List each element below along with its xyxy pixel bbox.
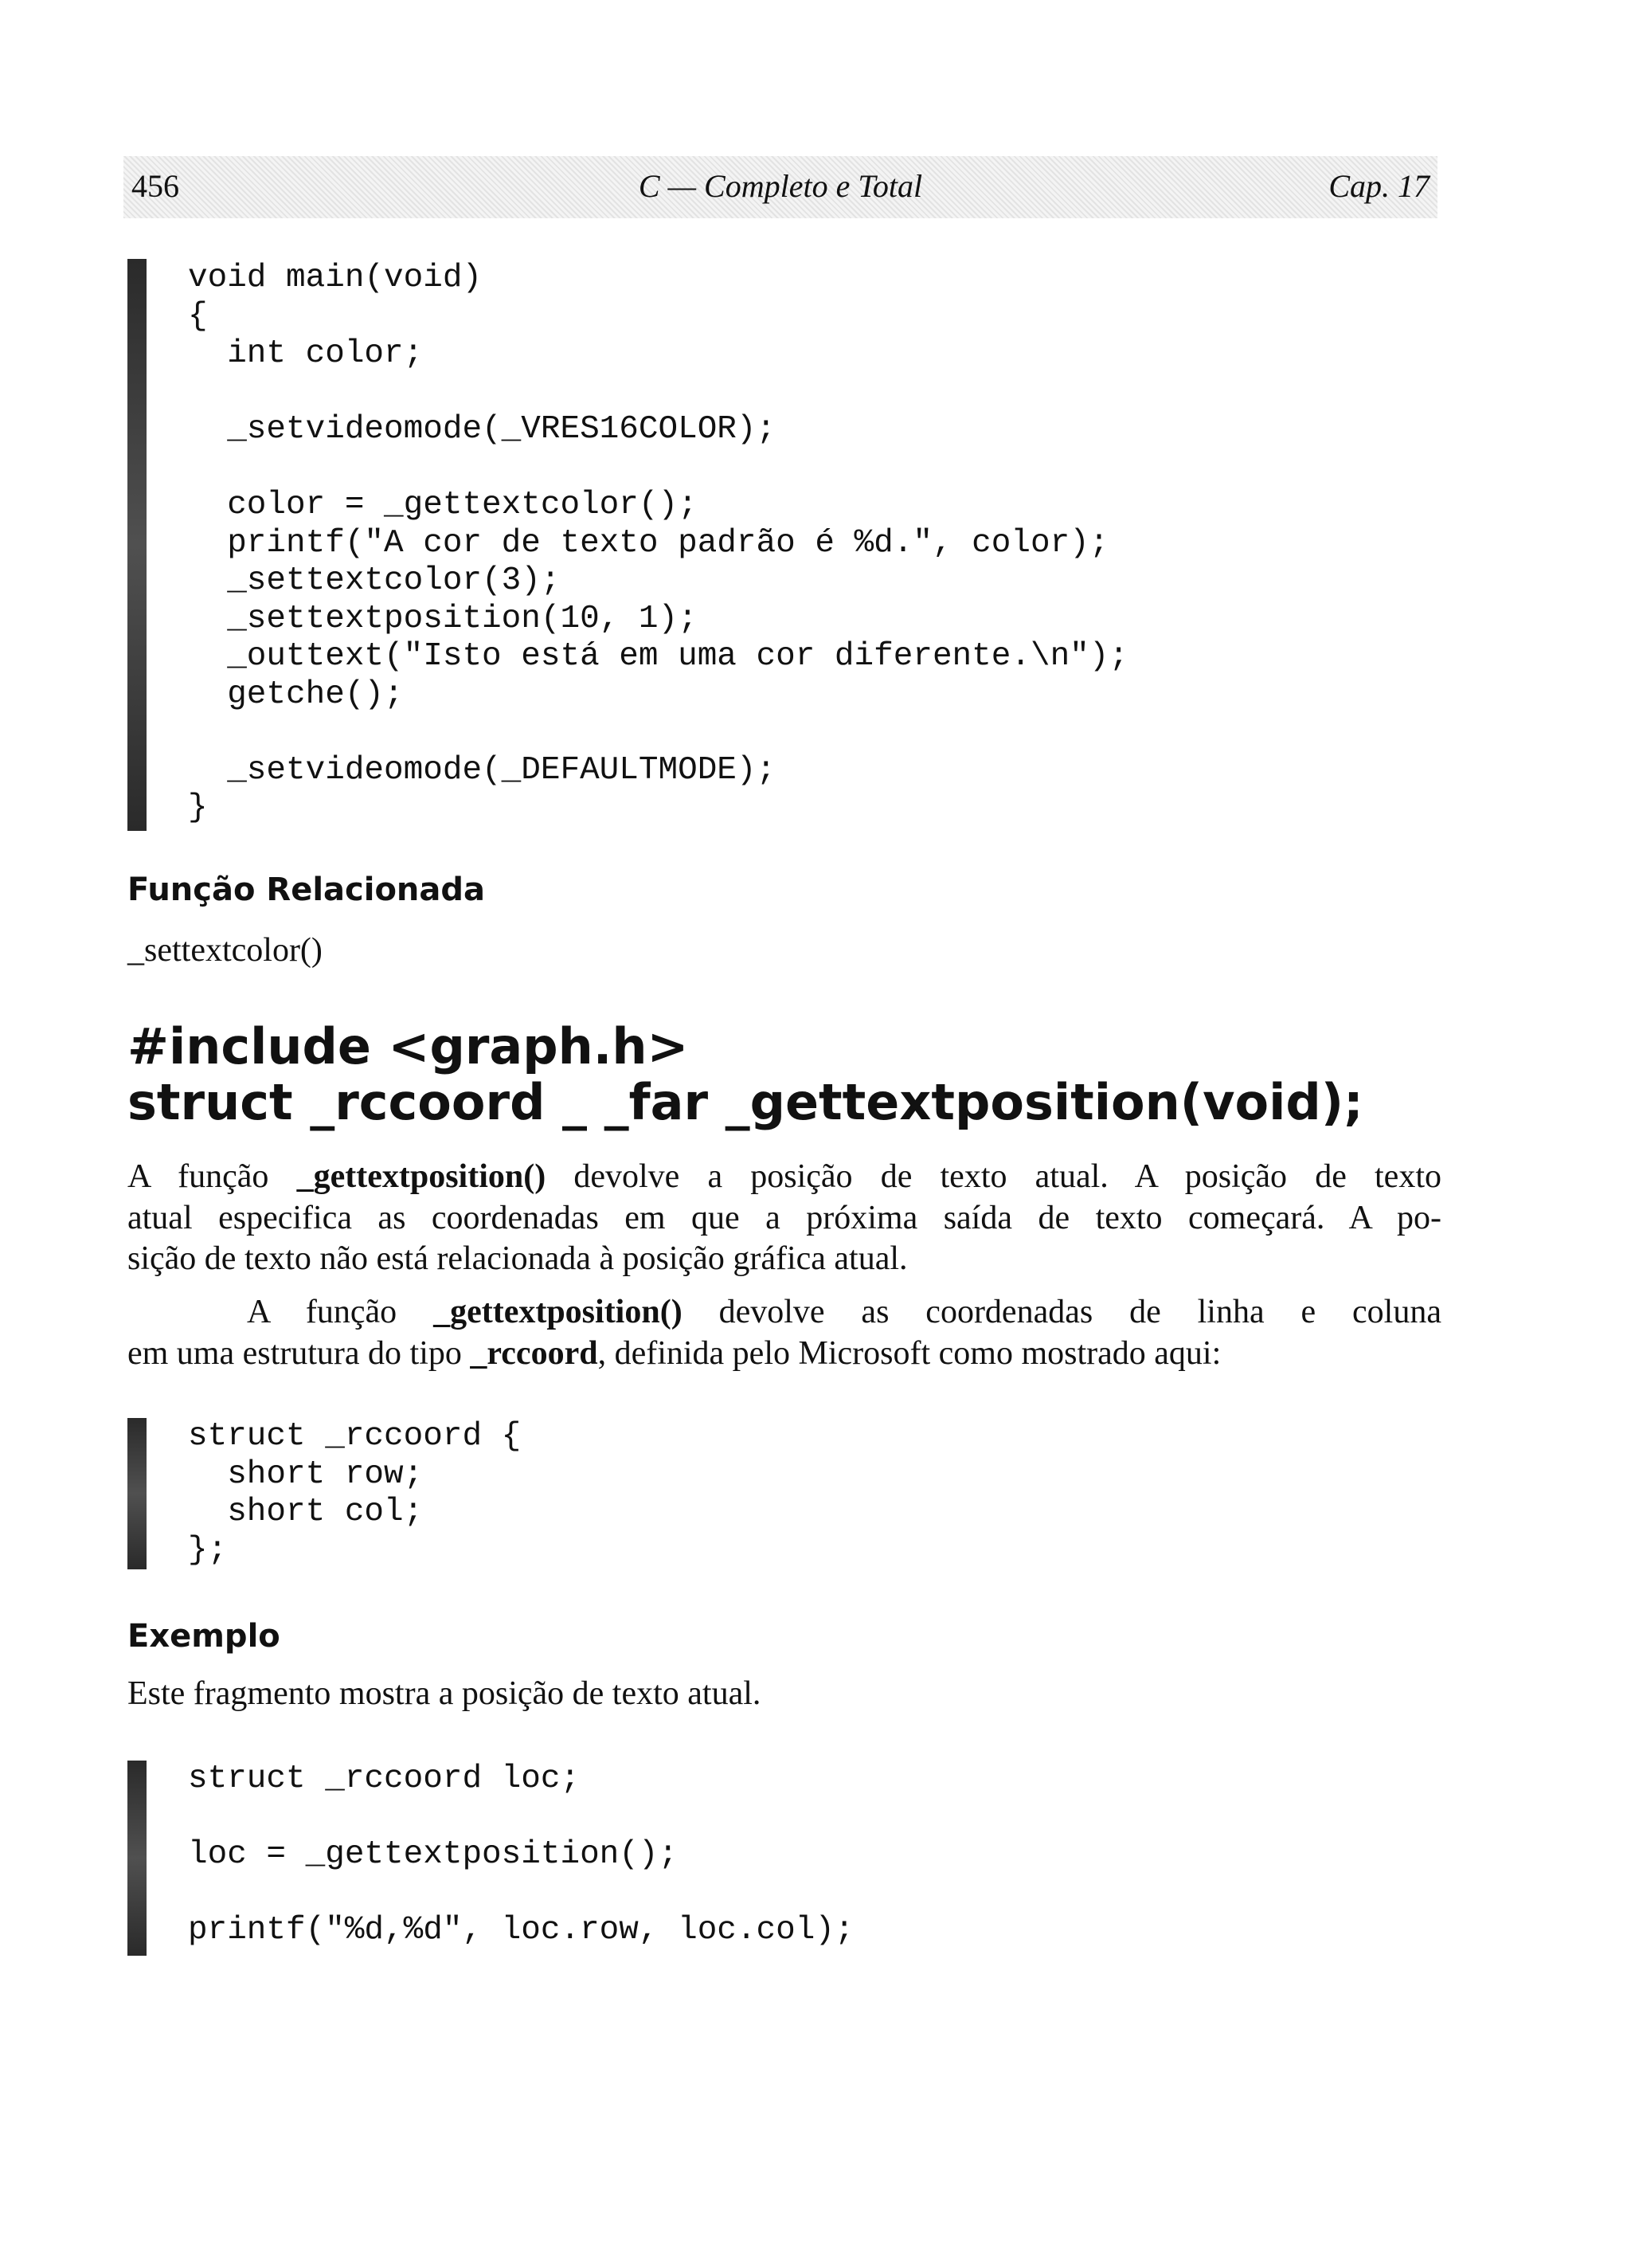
book-title: C — Completo e Total: [638, 168, 923, 204]
chapter-label: Cap. 17: [1328, 168, 1430, 204]
code-line: short col;: [188, 1494, 424, 1530]
code-line: void main(void): [188, 260, 483, 296]
struct-name-bold: _rccoord: [470, 1334, 598, 1372]
running-header: [123, 156, 1437, 218]
code-line: [188, 1874, 855, 1913]
code-line: [188, 714, 1128, 752]
code-margin-bar: [127, 259, 147, 831]
paragraph-line: A função _gettextposition() devolve a posição de texto atual. A posição de texto: [127, 1158, 1441, 1195]
code-listing-example: [127, 1761, 1083, 1956]
code-line: _outtext("Isto está em uma cor diferente.\n");: [188, 638, 1128, 675]
code-line: printf("A cor de texto padrão é %d.", color);: [188, 524, 1109, 562]
code-line: _settextposition(10, 1);: [188, 600, 698, 637]
related-function-heading: Função Relacionada: [127, 872, 486, 908]
code-line: };: [188, 1531, 228, 1569]
code-line: struct _rccoord {: [188, 1418, 522, 1455]
code-line: }: [188, 789, 208, 826]
paragraph-line: atual especifica as coordenadas em que a próxima saída de texto começará. A po-: [127, 1199, 1441, 1236]
code-line: struct _rccoord loc;: [188, 1761, 581, 1797]
code-line: short row;: [188, 1455, 424, 1493]
paragraph-line: sição de texto não está relacionada à posição gráfica atual.: [127, 1240, 908, 1277]
code-margin-bar: [127, 1418, 147, 1569]
function-prototype: struct _rccoord _ _far _gettextposition(void);: [127, 1073, 1363, 1131]
code-line: _setvideomode(_DEFAULTMODE);: [188, 751, 776, 789]
code-line: int color;: [188, 335, 424, 372]
example-description: Este fragmento mostra a posição de texto atual.: [127, 1675, 761, 1712]
include-directive: #include <graph.h>: [127, 1017, 689, 1075]
description-paragraph-2: [127, 1292, 1441, 1374]
related-function-name: _settextcolor(): [127, 932, 323, 969]
code-margin-bar: [127, 1761, 147, 1956]
code-line: _settextcolor(3);: [188, 562, 561, 599]
code-listing-struct: [127, 1418, 765, 1569]
code-line: [188, 374, 1128, 412]
code-listing-main: [127, 259, 1163, 831]
paragraph-line: A função _gettextposition() devolve as coordenadas de linha e coluna: [247, 1294, 1441, 1330]
code-line: [188, 449, 1128, 488]
code-line: getche();: [188, 676, 404, 713]
code-line: [188, 1799, 855, 1837]
code-line: {: [188, 297, 208, 335]
description-paragraph-1: [127, 1157, 1441, 1280]
example-heading: Exemplo: [127, 1618, 280, 1655]
code-line: loc = _gettextposition();: [188, 1836, 679, 1873]
code-line: printf("%d,%d", loc.row, loc.col);: [188, 1912, 855, 1949]
function-name-bold: _gettextposition(): [296, 1158, 546, 1195]
page-number: 456: [131, 168, 179, 204]
code-line: color = _gettextcolor();: [188, 487, 698, 523]
paragraph-line: em uma estrutura do tipo _rccoord, definida pelo Microsoft como mostrado aqui:: [127, 1334, 1222, 1372]
code-line: _setvideomode(_VRES16COLOR);: [188, 411, 776, 448]
function-name-bold: _gettextposition(): [433, 1294, 683, 1330]
